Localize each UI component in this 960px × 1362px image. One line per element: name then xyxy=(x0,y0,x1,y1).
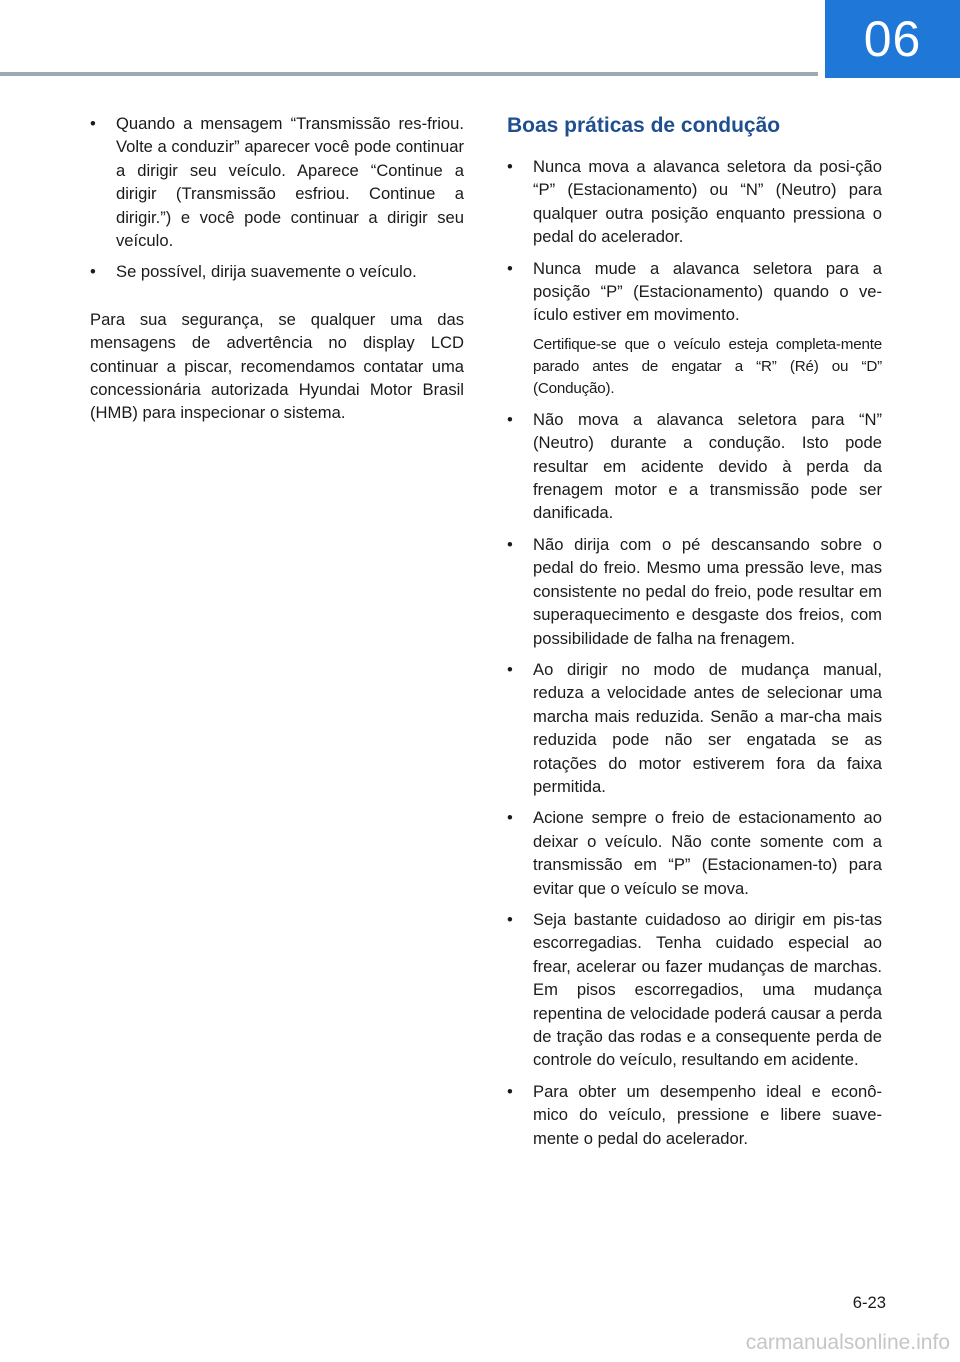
list-item-text: Seja bastante cuidadoso ao dirigir em pis-tas escorregadias. Tenha cuidado especial ao frear, acelerar ou fazer mudanças de marchas. Em pisos escorregadios, uma mudança repentina de velocidade poderá causar a perda de tração das rodas e a consequente perda de controle do veículo, resultando em acidente. xyxy=(533,909,882,1070)
bullet-icon: • xyxy=(90,262,96,282)
list-item xyxy=(507,908,882,1072)
list-item-text: Não dirija com o pé descansando sobre o pedal do freio. Mesmo uma pressão leve, mas consistente no pedal do freio, pode resultar em superaquecimento e desgaste dos freios, com possibilidade de falha na frenagem. xyxy=(533,534,882,648)
bullet-icon: • xyxy=(507,157,513,176)
list-item-text: Quando a mensagem “Transmissão res-friou. Volte a conduzir” aparecer você pode continuar a dirigir seu veículo. Aparece “Continue a dirigir (Transmissão esfriou. Continue a dirigir.”) e você pode continuar a dirigir seu veículo. xyxy=(116,114,464,251)
page-number: 6-23 xyxy=(852,1293,886,1312)
right-bullet-list xyxy=(507,155,882,327)
list-item xyxy=(90,260,464,283)
note-text: Certifique-se que o veículo esteja completa-mente parado antes de engatar a “R” (Ré) ou “D” (Condução). xyxy=(533,335,882,397)
list-item xyxy=(507,257,882,327)
list-item xyxy=(507,155,882,249)
list-item xyxy=(507,533,882,650)
bullet-icon: • xyxy=(507,409,513,429)
section-title: Boas práticas de condução xyxy=(507,114,781,137)
left-column xyxy=(90,112,464,425)
list-item-text: Não mova a alavanca seletora para “N” (Neutro) durante a condução. Isto pode resultar em acidente devido à perda da frenagem motor e a transmissão pode ser danificada. xyxy=(533,409,882,523)
list-item xyxy=(507,806,882,900)
bullet-icon: • xyxy=(507,258,513,278)
left-bullet-list xyxy=(90,112,464,284)
bullet-icon: • xyxy=(507,808,513,828)
bullet-icon: • xyxy=(507,659,513,679)
list-item xyxy=(507,658,882,798)
right-column xyxy=(507,112,882,1158)
header-rule xyxy=(0,72,818,76)
list-item-text: Nunca mude a alavanca seletora para a posição “P” (Estacionamento) quando o ve-ículo estiver em movimento. xyxy=(533,258,882,325)
list-item xyxy=(90,112,464,252)
bullet-icon: • xyxy=(507,534,513,554)
bullet-icon: • xyxy=(507,1081,513,1101)
list-item-text: Nunca mova a alavanca seletora da posi-ção “P” (Estacionamento) ou “N” (Neutro) para qualquer outra posição enquanto pressiona o pedal do acelerador. xyxy=(533,157,882,247)
list-item xyxy=(507,408,882,525)
list-item-text: Acione sempre o freio de estacionamento ao deixar o veículo. Não conte somente com a transmissão em “P” (Estacionamen-to) para evitar que o veículo se mova. xyxy=(533,808,882,898)
bullet-icon: • xyxy=(90,114,96,133)
safety-paragraph: Para sua segurança, se qualquer uma das mensagens de advertência no display LCD continuar a piscar, recomendamos contatar uma concessionária autorizada Hyundai Motor Brasil (HMB) para inspecionar o sistema. xyxy=(90,309,464,423)
bullet-icon: • xyxy=(507,909,513,929)
right-bullet-list-continued xyxy=(507,408,882,1150)
list-item xyxy=(507,1080,882,1150)
list-item-text: Para obter um desempenho ideal e econô-mico do veículo, pressione e libere suave-mente o pedal do acelerador. xyxy=(533,1081,882,1148)
list-item-text: Ao dirigir no modo de mudança manual, reduza a velocidade antes de selecionar uma marcha mais reduzida. Senão a mar-cha mais reduzida pode não ser engatada se as rotações do motor estiverem fora da faixa permitida. xyxy=(533,659,882,796)
chapter-tab: 06 xyxy=(825,0,960,78)
list-item-text: Se possível, dirija suavemente o veículo. xyxy=(116,262,417,282)
watermark: carmanualsonline.info xyxy=(745,1331,950,1354)
